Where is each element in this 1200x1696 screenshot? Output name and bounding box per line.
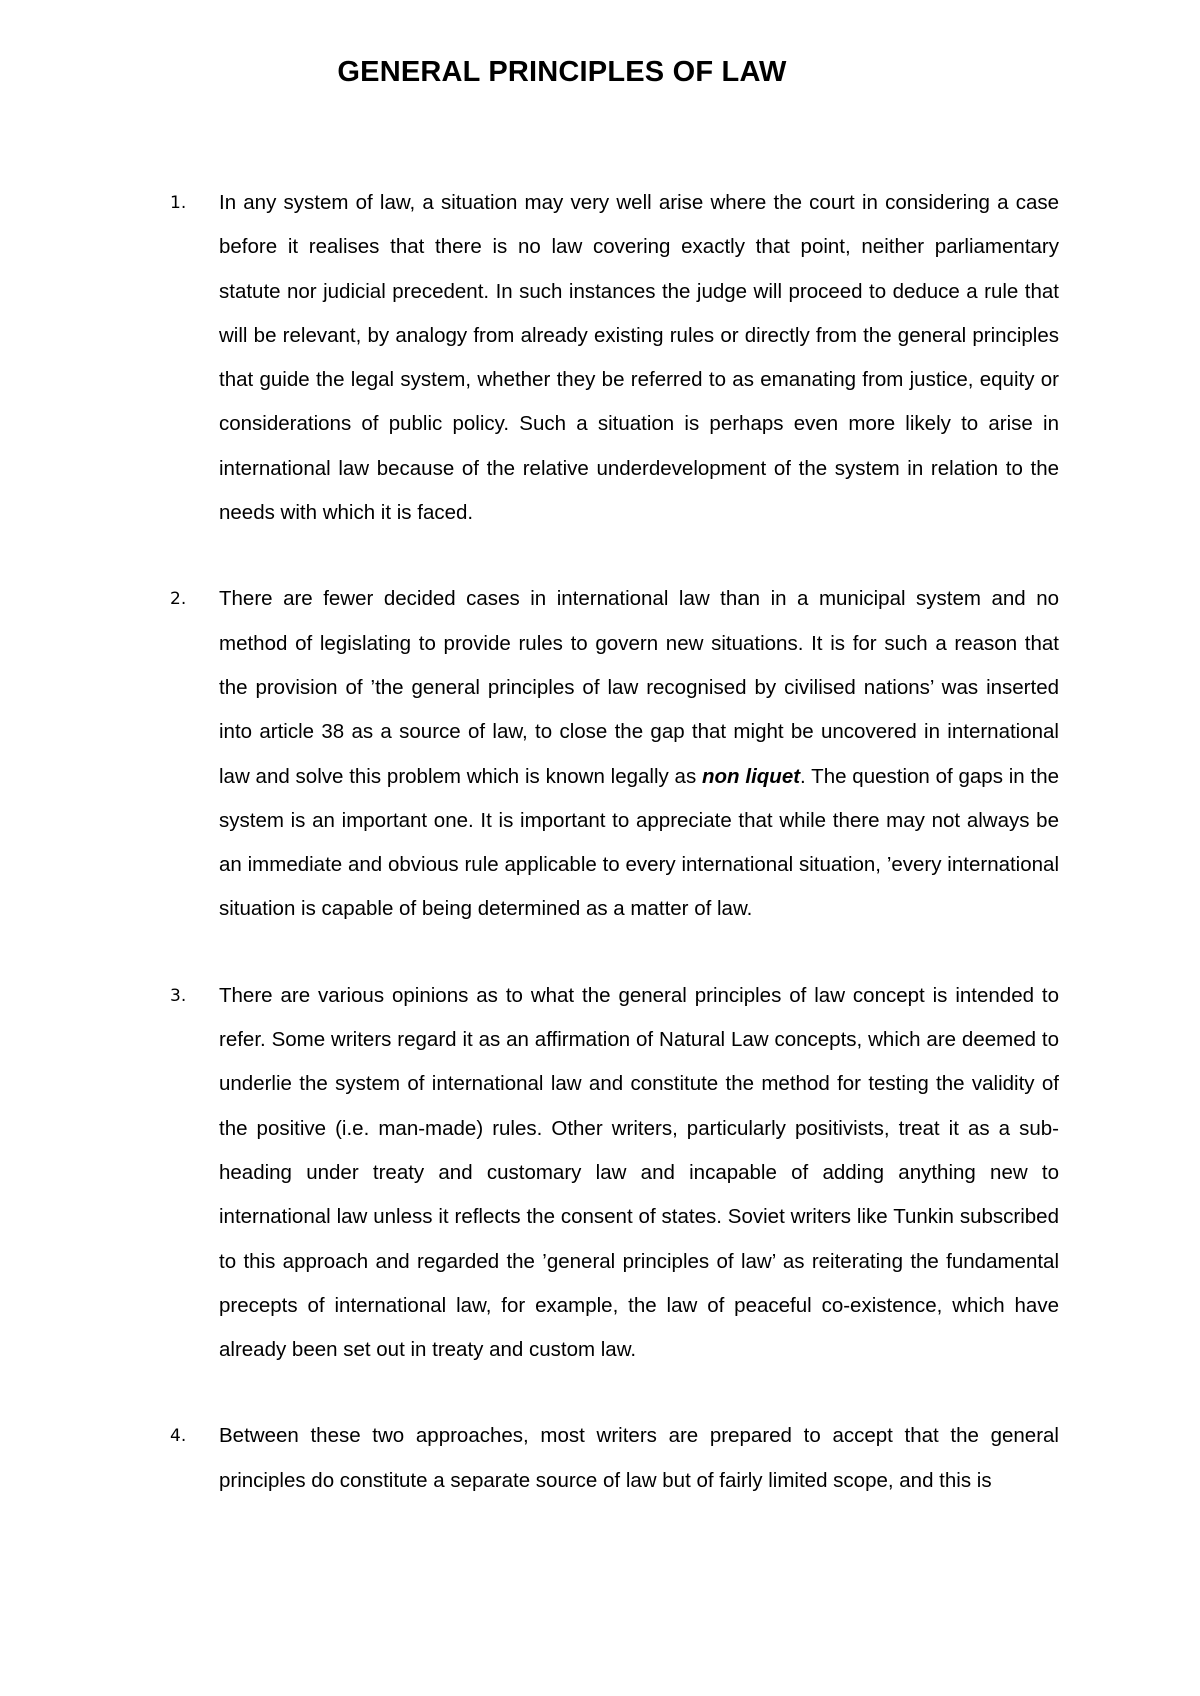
paragraph-text bbox=[219, 577, 1059, 931]
paragraph-2 bbox=[0, 577, 1200, 931]
paragraph-number: 4. bbox=[170, 1426, 187, 1447]
paragraph-3 bbox=[0, 974, 1200, 1373]
paragraph-4 bbox=[0, 1414, 1200, 1503]
emphasized-term: non liquet bbox=[702, 764, 801, 788]
paragraph-number: 1. bbox=[170, 193, 187, 213]
paragraph-1 bbox=[0, 181, 1200, 535]
paragraph-text-part: . The question of gaps in the system is an important one. It is important to appreciate that while there may not always be an immediate and obvious rule applicable to every international situation, ’every international situation is capable of being determined as a matter of law. bbox=[219, 764, 1059, 921]
page-title: GENERAL PRINCIPLES OF LAW bbox=[337, 56, 787, 88]
paragraph-text: Between these two approaches, most writers are prepared to accept that the general principles do constitute a separate source of law but of fairly limited scope, and this is bbox=[219, 1424, 1059, 1492]
paragraph-number: 2. bbox=[170, 589, 187, 610]
paragraph-text: In any system of law, a situation may very well arise where the court in considering a case before it realises that there is no law covering exactly that point, neither parliamentary statute nor judicial precedent. In such instances the judge will proceed to deduce a rule that will be relevant, by analogy from already existing rules or directly from the general principles that guide the legal system, whether they be referred to as emanating from justice, equity or considerations of public policy. Such a situation is perhaps even more likely to arise in international law because of the relative underdevelopment of the system in relation to the needs with which it is faced. bbox=[219, 191, 1059, 525]
paragraph-number: 3. bbox=[170, 985, 187, 1006]
paragraph-text-part: There are fewer decided cases in international law than in a municipal system and no method of legislating to provide rules to govern new situations. It is for such a reason that the provision of ’the general principles of law recognised by civilised nations’ was inserted into article 38 as a source of law, to close the gap that might be uncovered in international law and solve this problem which is known legally as bbox=[219, 587, 1059, 788]
paragraph-list bbox=[0, 181, 1200, 1545]
paragraph-text: There are various opinions as to what the general principles of law concept is intended to refer. Some writers regard it as an affirmation of Natural Law concepts, which are deemed to underlie the system of international law and constitute the method for testing the validity of the positive (i.e. man-made) rules. Other writers, particularly positivists, treat it as a sub-heading under treaty and customary law and incapable of adding anything new to international law unless it reflects the consent of states. Soviet writers like Tunkin subscribed to this approach and regarded the ’general principles of law’ as reiterating the fundamental precepts of international law, for example, the law of peaceful co-existence, which have already been set out in treaty and custom law. bbox=[219, 983, 1059, 1362]
